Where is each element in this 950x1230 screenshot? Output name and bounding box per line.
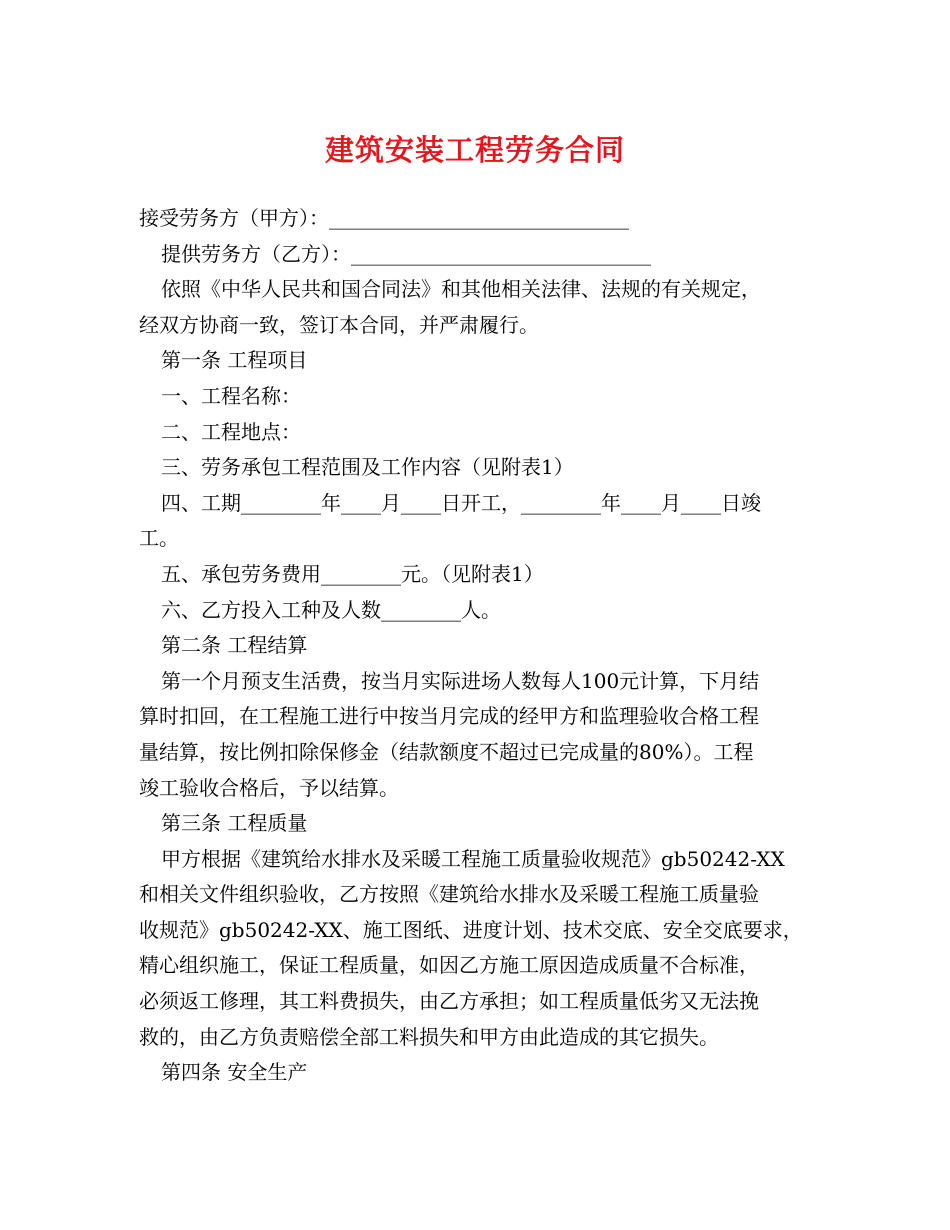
document-line: 第一条 工程项目 bbox=[161, 348, 308, 373]
document-line: 一、工程名称： bbox=[161, 383, 301, 408]
document-body bbox=[139, 201, 819, 1091]
document-line: 救的，由乙方负责赔偿全部工料损失和甲方由此造成的其它损失。 bbox=[139, 1024, 719, 1049]
document-line: 竣工验收合格后，予以结算。 bbox=[139, 775, 399, 800]
document-line: 和相关文件组织验收，乙方按照《建筑给水排水及采暖工程施工质量验 bbox=[139, 882, 759, 907]
document-line: 必须返工修理，其工料费损失，由乙方承担；如工程质量低劣又无法挽 bbox=[139, 989, 759, 1014]
document-line: 工。 bbox=[139, 526, 179, 551]
document-line: 收规范》gb50242-XX、施工图纸、进度计划、技术交底、安全交底要求， bbox=[139, 917, 803, 942]
document-line: 第二条 工程结算 bbox=[161, 633, 308, 658]
document-line: 提供劳务方（乙方）：______________________________ bbox=[161, 241, 651, 266]
document-line: 第一个月预支生活费，按当月实际进场人数每人100元计算，下月结 bbox=[161, 668, 760, 693]
document-line: 接受劳务方（甲方）：______________________________ bbox=[139, 206, 629, 230]
document-line: 精心组织施工，保证工程质量，如因乙方施工原因造成质量不合标准， bbox=[139, 953, 759, 978]
document-line: 量结算，按比例扣除保修金（结款额度不超过已完成量的80%）。工程 bbox=[139, 739, 754, 764]
document-line: 四、工期________年____月____日开工，________年____月____日竣 bbox=[161, 490, 761, 515]
document-line: 二、工程地点： bbox=[161, 419, 301, 444]
document-title: 建筑安装工程劳务合同 bbox=[324, 133, 625, 167]
document-line: 五、承包劳务费用________元。（见附表1） bbox=[161, 561, 544, 586]
document-line: 六、乙方投入工种及人数________人。 bbox=[161, 597, 501, 622]
document-line: 第四条 安全生产 bbox=[161, 1060, 308, 1085]
document-line: 依照《中华人民共和国合同法》和其他相关法律、法规的有关规定， bbox=[161, 277, 761, 302]
document-line: 经双方协商一致，签订本合同，并严肃履行。 bbox=[139, 312, 539, 337]
document-line: 算时扣回，在工程施工进行中按当月完成的经甲方和监理验收合格工程 bbox=[139, 704, 759, 729]
document-line: 甲方根据《建筑给水排水及采暖工程施工质量验收规范》gb50242-XX bbox=[161, 846, 785, 871]
document-line: 三、劳务承包工程范围及工作内容（见附表1） bbox=[161, 455, 574, 480]
document-line: 第三条 工程质量 bbox=[161, 811, 308, 836]
